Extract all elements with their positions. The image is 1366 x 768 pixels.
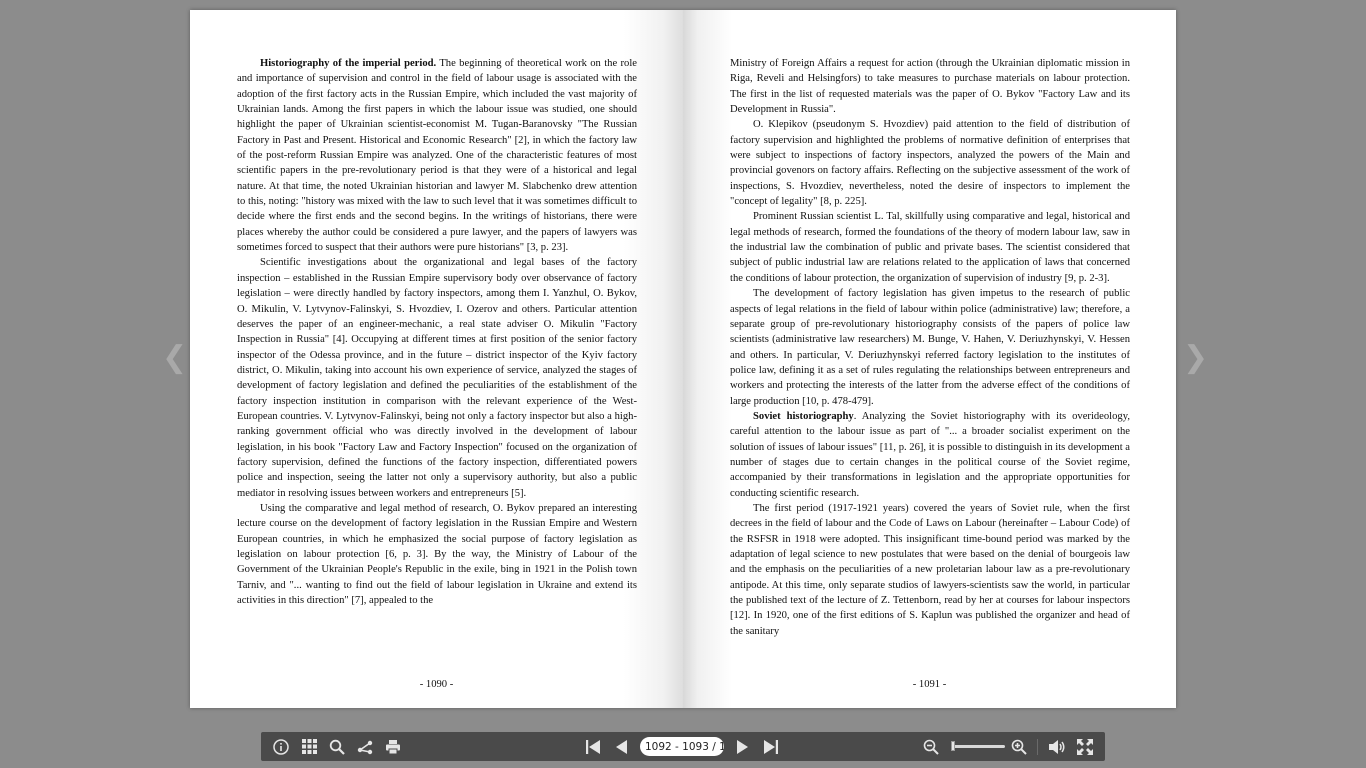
- paragraph: [730, 117, 1130, 209]
- fullscreen-icon: [1077, 739, 1093, 755]
- first-page-icon: [585, 739, 601, 755]
- zoom-slider-thumb[interactable]: [951, 741, 955, 751]
- toolbar-divider: [1037, 739, 1038, 755]
- paragraph: [237, 56, 637, 255]
- fullscreen-button[interactable]: [1073, 732, 1097, 761]
- paragraph-text: The first period (1917-1921 years) covered the years of Soviet rule, when the first decrees in the field of labour and the Code of Laws on Labour (hereinafter – Labour Code) of the RSFSR in 1918 were adopted. This insignificant time-bound period was marked by the adaptation of legal science to new postulates that were based on the denial of bourgeois law and the emphasis on the peculiarities of a new proletarian labour law as a pre-revolutionary antipode. At this time, only separate studios of lawyers-scientists saw the world, in particular the published text of the lecture of Z. Tettenborn, read by her at courses for labour inspectors [12]. In 1920, one of the first editions of S. Kaplun was published the organizer and head of the sanitary: [730, 502, 1130, 637]
- prev-page-arrow[interactable]: ❮: [162, 340, 188, 375]
- info-icon: [273, 739, 289, 755]
- paragraph: [237, 255, 637, 501]
- paragraph-heading: Soviet historiography: [753, 410, 854, 422]
- last-page-icon: [763, 739, 779, 755]
- viewer-toolbar: [261, 732, 1105, 761]
- page-number: - 1091 -: [912, 679, 947, 690]
- previous-page-icon: [614, 739, 628, 755]
- next-page-button[interactable]: [731, 732, 755, 761]
- paragraph: [730, 409, 1130, 501]
- share-button[interactable]: [353, 732, 377, 761]
- left-page-text: [237, 56, 637, 608]
- page-number-input[interactable]: [640, 737, 724, 756]
- info-button[interactable]: [269, 732, 293, 761]
- last-page-button[interactable]: [759, 732, 783, 761]
- search-button[interactable]: [325, 732, 349, 761]
- zoom-slider[interactable]: [951, 741, 1005, 752]
- thumbnails-icon: [302, 739, 317, 754]
- next-page-arrow[interactable]: ❯: [1183, 340, 1209, 375]
- sound-button[interactable]: [1045, 732, 1069, 761]
- previous-page-button[interactable]: [609, 732, 633, 761]
- share-icon: [357, 739, 373, 755]
- paragraph: [730, 209, 1130, 286]
- right-page: [683, 10, 1176, 708]
- paragraph: [730, 286, 1130, 409]
- paragraph-text: Ministry of Foreign Affairs a request for action (through the Ukrainian diplomatic mission in Riga, Reveli and Helsingfors) to take measures to purchase materials on labour protection. The first in the list of requested materials was the paper of O. Bykov "Factory Law and its Development in Russia".: [730, 58, 1130, 116]
- paragraph-text: The development of factory legislation has given impetus to the research of public aspects of legal relations in the field of labour within police (administrative) law; therefore, a separate group of pre-revolutionary historiography consists of the papers of police law scientists (administrative law researchers) M. Bunge, V. Hahen, V. Deriuzhynskyi, V. Hessen and others. In particular, V. Deriuzhynskyi referred factory legislation to the institutes of police law, defining it as a set of rules regulating the relationships between entrepreneurs and workers and protecting the interests of the latter from the adverse effect of the conditions of large production [10, p. 478-479].: [730, 288, 1130, 407]
- zoom-in-button[interactable]: [1007, 732, 1031, 761]
- paragraph: [730, 56, 1130, 117]
- zoom-out-button[interactable]: [919, 732, 943, 761]
- print-button[interactable]: [381, 732, 405, 761]
- next-page-icon: [736, 739, 750, 755]
- paragraph-text: Scientific investigations about the organizational and legal bases of the factory inspection – established in the Russian Empire supervisory body over observance of factory legislation – were directly handled by factory inspectors, among them I. Yanzhul, O. Bykov, O. Mikulin, V. Lytvynov-Falinskyi, S. Hvozdiev, I. Ozerov and others. Particular attention deserves the paper of an engineer-mechanic, a real state adviser O. Mikulin "Factory Inspection in Russia" [4]. Occupying at different times at first position of the senior factory inspector of the Odessa province, and in the future – district inspector of the Kyiv factory district, O. Mikulin, taking into account his own experience of service, analyzed the stages of development of factory legislation and defined the peculiarities of the establishment of the factory inspection institution in comparison with the relevant experience of the West- European countries. V. Lytvynov-Falinskyi, being not only a factory inspector but also a high-ranking government official who was directly involved in the development of labour legislation, in his book "Factory Law and Factory Inspection" focused on the organization of factory supervision, defined the functions of the factory inspection, differentiated powers police and inspection, seeing the latter not only a supervisory authority, but also a public mediator in resolving issues between workers and entrepreneurs [5].: [237, 257, 637, 499]
- print-icon: [385, 739, 401, 755]
- zoom-slider-track: [951, 745, 1005, 748]
- page-number: - 1090 -: [419, 679, 454, 690]
- paragraph: [237, 501, 637, 608]
- first-page-button[interactable]: [581, 732, 605, 761]
- paragraph-text: . Analyzing the Soviet historiography with its overideology, careful attention to the labour issue as part of "... a broader socialist experiment on the solution of issues of labour issues" [11, p. 26], it is possible to distinguish in its development a number of stages due to certain changes in the political course of the Soviet regime, accompanied by their transformations in legislation and the appropriate opportunities for conducting scientific research.: [730, 410, 1131, 499]
- sound-icon: [1048, 739, 1066, 755]
- paragraph-text: The beginning of theoretical work on the role and importance of supervision and control in the field of labour usage is associated with the adoption of the first factory acts in the Russian Empire, which included the vast majority of Ukrainian lands. Among the first papers in which the labour issue was studied, one should highlight the paper of Ukrainian scientist-economist M. Tugan-Baranovsky "The Russian Factory in Past and Present. Historical and Economic Research" [2], in which the factory law of the post-reform Russian Empire was analyzed. One of the characteristic features of most scientific papers in the pre-revolutionary period is that they were of a historical and legal nature. At that time, the noted Ukrainian historian and lawyer M. Slabchenko drew attention to this, noting: "history was mixed with the law to such level that it was sometimes difficult to decide where the first ends and the second begins. In the writings of historians, there were places whereby the author could be considered a pure lawyer, and the papers of lawyers was sometimes forced to suspect that their authors were pure historians" [3, p. 23].: [237, 58, 637, 254]
- paragraph-text: Prominent Russian scientist L. Tal, skillfully using comparative and legal, historical and legal methods of research, formed the foundations of the theory of modern labour law, saw in the industrial law the combination of public and private bases. The scientist considered that subject of public industrial law are relations related to the application of laws that concerned the conditions of labour protection, the organization of supervision of industry [9, p. 2-3].: [730, 211, 1130, 284]
- left-page: [190, 10, 683, 708]
- paragraph-text: O. Klepikov (pseudonym S. Hvozdiev) paid attention to the field of distribution of factory supervision and highlighted the problems of normative definition of enterprises that were subject to inspections of factory inspectors, analyzed the powers of the Main and provincial govenors on factory affairs. Reflecting on the subjective assessment of the work of inspections, S. Hvozdiev, nevertheless, noted the desire of inspectors to implement the "concept of legality" [8, p. 225].: [730, 119, 1130, 208]
- paragraph-text: Using the comparative and legal method of research, O. Bykov prepared an interesting lecture course on the development of factory legislation in the Russian Empire and Western European countries, in which he emphasized the social purpose of factory legislation as legislation on labour protection [6, p. 3]. By the way, the Ministry of Labour of the Government of the Ukrainian People's Republic in the exile, bing in 1921 in the Polish town Tarniv, and "... wanting to find out the field of labour legislation in Ukraine and extend its activities in this direction" [7], appealed to the: [237, 502, 637, 607]
- zoom-in-icon: [1011, 739, 1027, 755]
- zoom-out-icon: [923, 739, 939, 755]
- paragraph-heading: Historiography of the imperial period.: [260, 58, 437, 69]
- book-spread: [190, 10, 1176, 708]
- thumbnails-button[interactable]: [297, 732, 321, 761]
- paragraph: [730, 501, 1130, 639]
- right-page-text: [730, 56, 1130, 639]
- search-icon: [329, 739, 345, 755]
